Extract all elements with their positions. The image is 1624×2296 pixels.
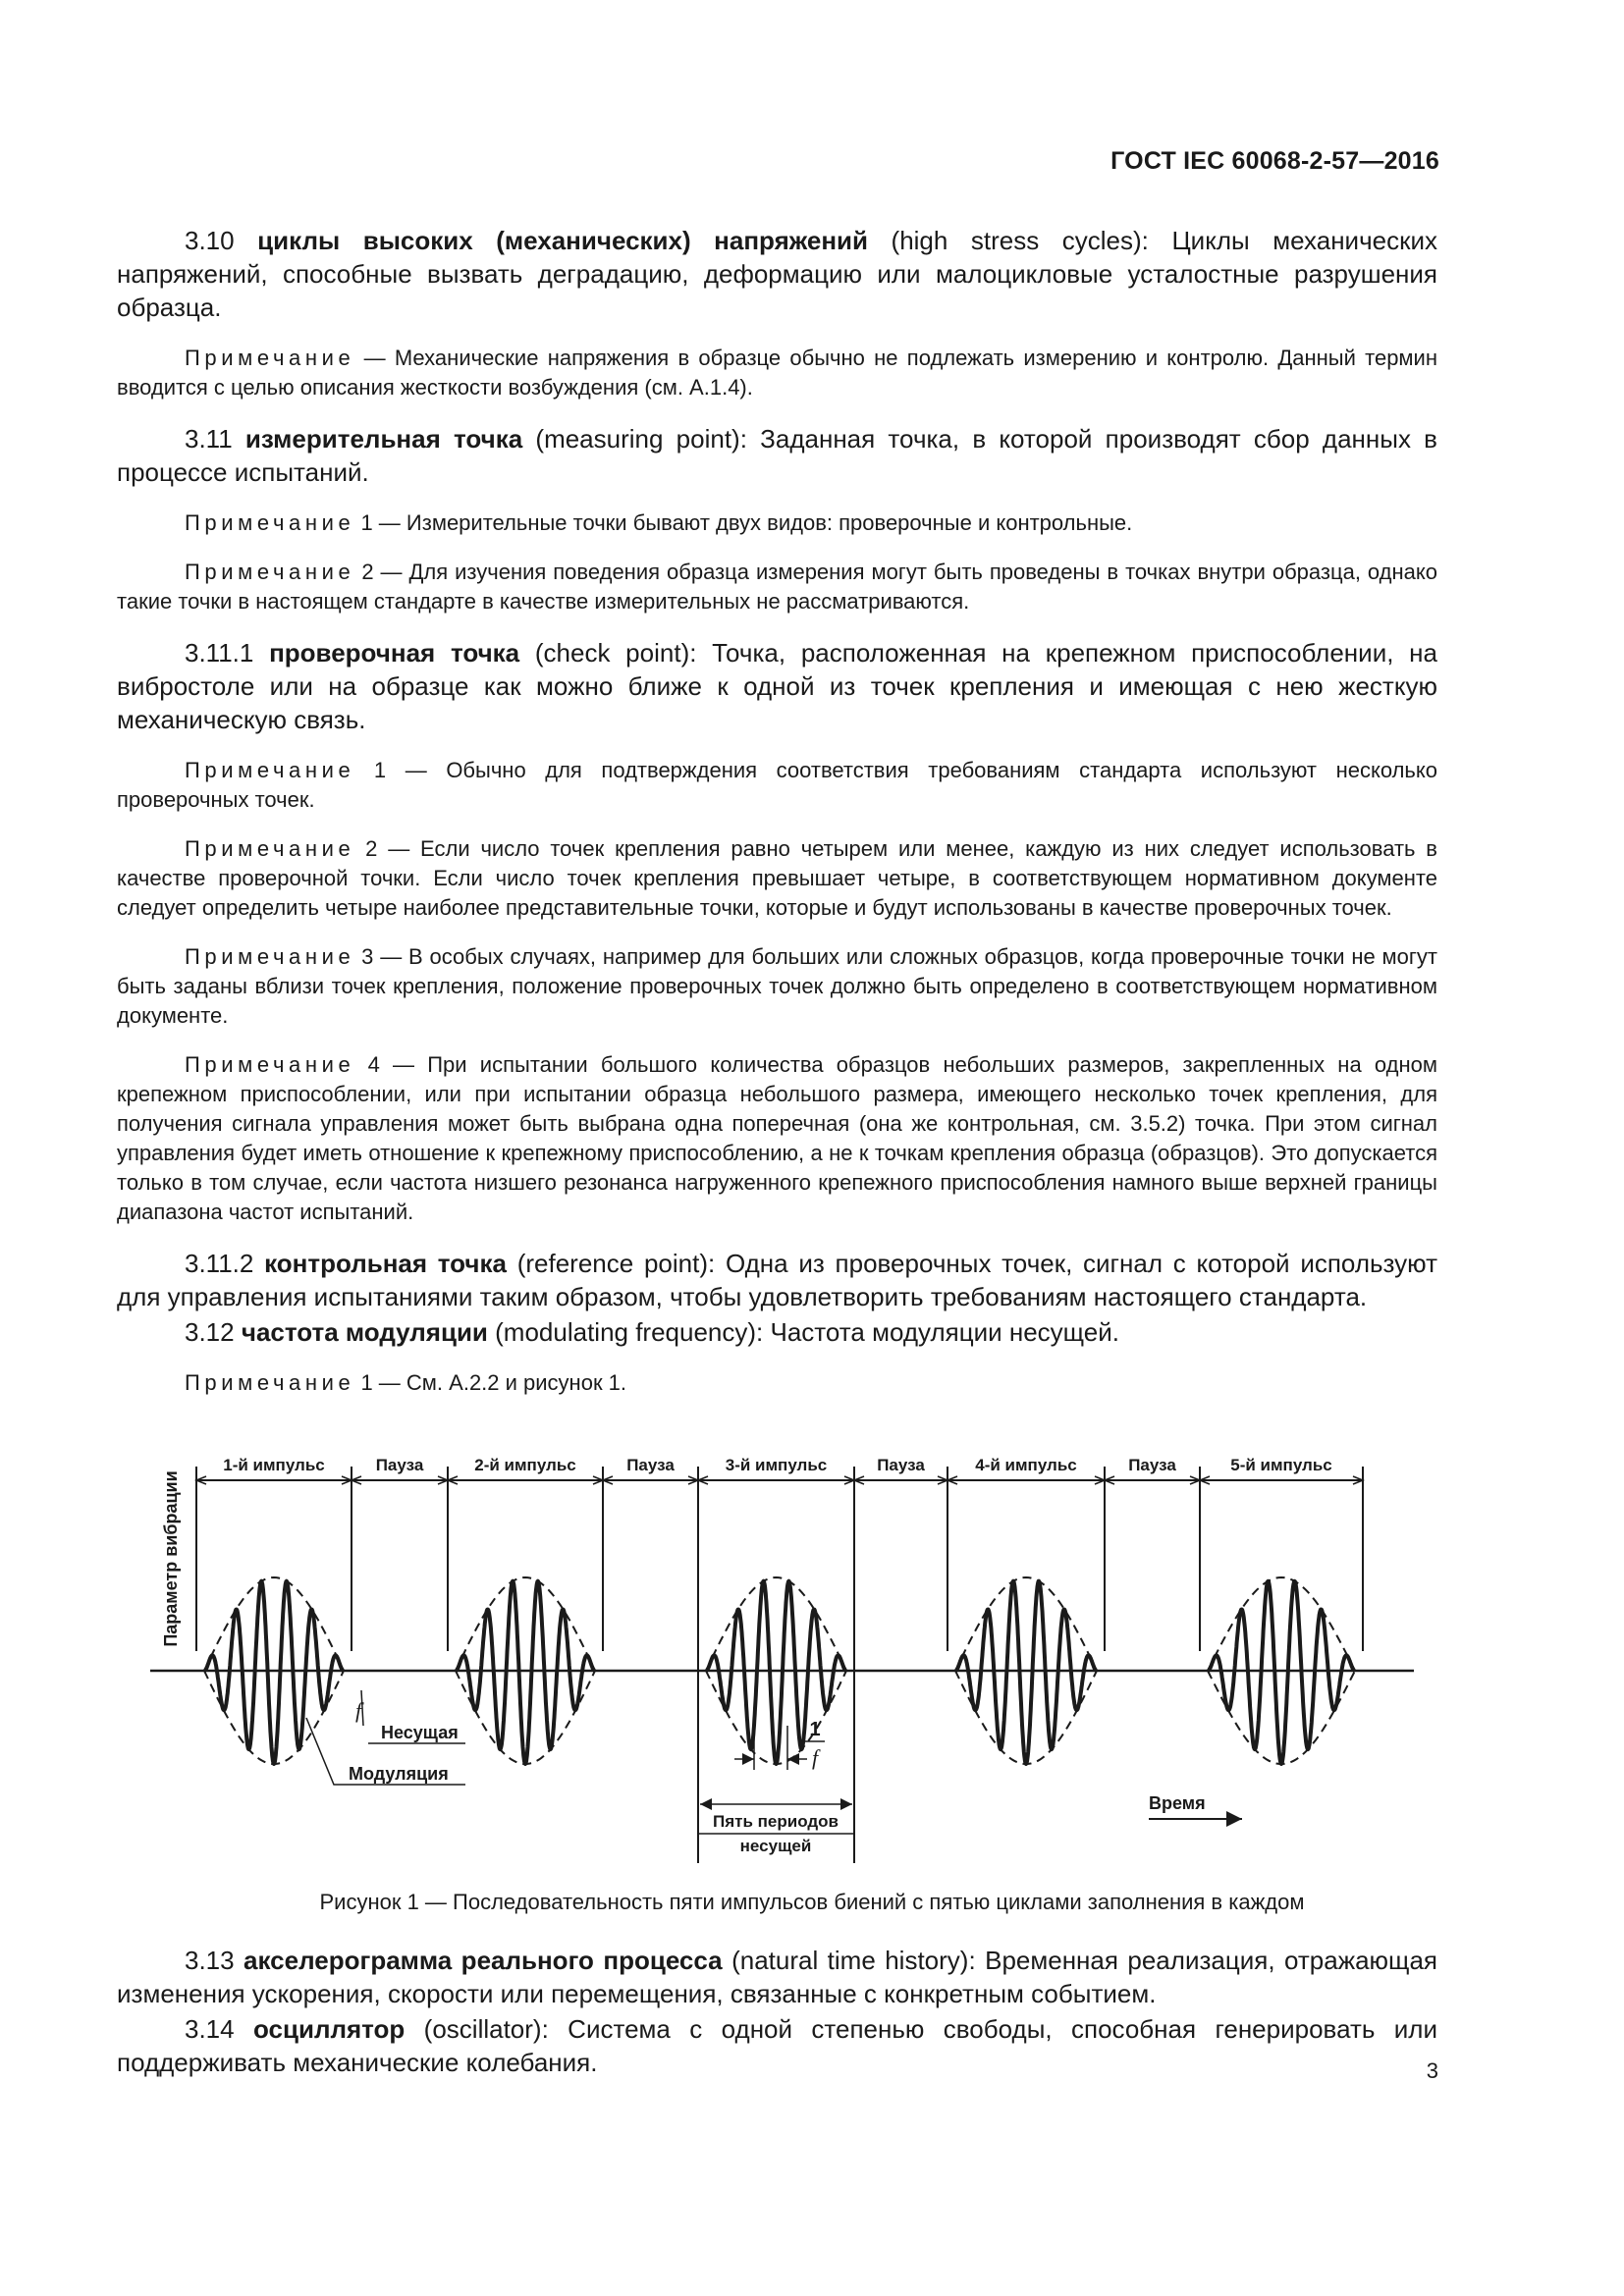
term: измерительная точка: [244, 424, 523, 454]
definition: (high stress cycles): Циклы механических напряжений, способные вызвать деградацию, деформацию или малоцикловые усталостные разрушения образца.: [117, 226, 1437, 322]
note-text: 1 — См. А.2.2 и рисунок 1.: [354, 1370, 627, 1395]
note-text: 2 — Если число точек крепления равно четырем или менее, каждую из них следует использовать в качестве проверочной точки. Если число точек крепления превышает четыре, в соответствующем нормативном документе следует определить четыре наиболее представительные точки, которые и будут использованы в качестве проверочных точек.: [117, 836, 1437, 920]
modulation-envelope-lower: [706, 1671, 846, 1764]
term: проверочная точка: [269, 638, 520, 667]
carrier-waveform: [955, 1581, 1097, 1764]
clause-number: 3.11: [185, 424, 233, 454]
modulation-envelope-lower: [456, 1671, 595, 1764]
definition: (check point): Точка, расположенная на крепежном приспособлении, на вибростоле или на образце как можно ближе к одной из точек крепления и имеющая с нею жесткую механическую связь.: [117, 638, 1437, 734]
paragraph-3-11-1: [117, 636, 1437, 736]
five-periods-label-line2: несущей: [739, 1837, 812, 1855]
pulse-label: 3-й импульс: [725, 1456, 828, 1474]
carrier-symbol: f: [355, 1698, 362, 1723]
note-3-11-1-4: [117, 1050, 1437, 1227]
note-text: 4 — При испытании большого количества образцов небольших размеров, закрепленных на одном крепежном приспособлении, или при испытании образца небольшого размера, имеющего несколько точек крепления, для получения сигнала управления может быть выбрана одна поперечная (она же контрольная, см. 3.5.2) точка. При этом сигнал управления будет иметь отношение к крепежному приспособлению, а не к точкам крепления образца (образцов). Это допускается только в том случае, если частота низшего резонанса нагруженного крепежного приспособления намного выше верхней границы диапазона частот испытаний.: [117, 1052, 1437, 1224]
carrier-leader: [361, 1690, 363, 1726]
carrier-waveform: [706, 1581, 846, 1764]
term: частота модуляции: [241, 1317, 488, 1347]
five-periods-label-line1: Пять периодов: [713, 1812, 839, 1831]
paragraph-3-10: [117, 224, 1437, 324]
term: циклы высоких (механических) напряжений: [257, 226, 868, 255]
clause-number: 3.13: [185, 1946, 235, 1975]
standard-header: ГОСТ IEC 60068-2-57—2016: [1110, 147, 1439, 175]
modulation-envelope-upper: [955, 1577, 1097, 1671]
pulse-label: 5-й импульс: [1230, 1456, 1332, 1474]
definition: (natural time history): Временная реализация, отражающая изменения ускорения, скорости или перемещения, связанные с конкретным событием.: [117, 1946, 1437, 2008]
note-label: Примечание: [185, 560, 355, 584]
modulation-envelope-upper: [706, 1577, 846, 1671]
figure-1-diagram: [137, 1431, 1434, 1855]
note-label: Примечание: [185, 944, 355, 969]
period-numerator: 1: [809, 1719, 821, 1740]
note-label: Примечание: [185, 836, 355, 861]
note-text: — Механические напряжения в образце обычно не подлежать измерению и контролю. Данный термин вводится с целью описания жесткости возбуждения (см. А.1.4).: [117, 346, 1437, 400]
main-text: [117, 224, 1437, 1398]
modulation-envelope-lower: [204, 1671, 344, 1764]
pause-label: Пауза: [375, 1456, 424, 1474]
clause-number: 3.12: [185, 1317, 235, 1347]
note-label: Примечание: [185, 758, 355, 782]
definition: (oscillator): Система с одной степенью свободы, способная генерировать или поддерживать механические колебания.: [117, 2014, 1437, 2077]
term: осциллятор: [252, 2014, 406, 2044]
pause-label: Пауза: [877, 1456, 925, 1474]
modulation-envelope-upper: [456, 1577, 595, 1671]
paragraph-3-13: [117, 1944, 1437, 2010]
bottom-text: [117, 1944, 1437, 2079]
definition: (reference point): Одна из проверочных точек, сигнал с которой используют для управления испытаниями таким образом, чтобы удовлетворить требованиям настоящего стандарта.: [117, 1249, 1437, 1311]
definition: (measuring point): Заданная точка, в которой производят сбор данных в процессе испытаний.: [117, 424, 1437, 487]
note-3-11-1: [117, 508, 1437, 538]
time-label: Время: [1149, 1793, 1206, 1813]
modulation-envelope-upper: [204, 1577, 344, 1671]
figure-1-beat-pulses: [137, 1431, 1434, 1855]
period-denominator: f: [811, 1745, 819, 1770]
modulation-envelope-lower: [1208, 1671, 1355, 1764]
page-number: 3: [1426, 2058, 1438, 2083]
carrier-waveform: [204, 1581, 344, 1764]
clause-number: 3.11.2: [185, 1249, 254, 1278]
paragraph-3-11: [117, 422, 1437, 489]
note-text: 2 — Для изучения поведения образца измерения могут быть проведены в точках внутри образца, однако такие точки в настоящем стандарте в качестве измерительных не рассматриваются.: [117, 560, 1437, 614]
carrier-waveform: [1208, 1581, 1355, 1764]
y-axis-label: Параметр вибрации: [161, 1470, 181, 1647]
note-text: 3 — В особых случаях, например для больших или сложных образцов, когда проверочные точки не могут быть заданы вблизи точек крепления, положение проверочных точек должно быть определено в соответствующем нормативном документе.: [117, 944, 1437, 1028]
note-text: 1 — Измерительные точки бывают двух видов: проверочные и контрольные.: [354, 510, 1133, 535]
note-3-10: [117, 344, 1437, 402]
note-label: Примечание: [185, 346, 355, 370]
paragraph-3-11-2: [117, 1247, 1437, 1313]
paragraph-3-14: [117, 2012, 1437, 2079]
pause-label: Пауза: [1128, 1456, 1176, 1474]
clause-number: 3.10: [185, 226, 235, 255]
note-3-11-2: [117, 558, 1437, 616]
definition: (modulating frequency): Частота модуляции несущей.: [487, 1317, 1119, 1347]
term: акселерограмма реального процесса: [244, 1946, 723, 1975]
note-label: Примечание: [185, 1052, 355, 1077]
note-text: 1 — Обычно для подтверждения соответствия требованиям стандарта используют несколько проверочных точек.: [117, 758, 1437, 812]
note-3-11-1-3: [117, 942, 1437, 1031]
note-label: Примечание: [185, 510, 355, 535]
modulation-envelope-upper: [1208, 1577, 1355, 1671]
note-3-12-1: [117, 1368, 1437, 1398]
paragraph-3-12: [117, 1315, 1437, 1349]
pulse-label: 1-й импульс: [223, 1456, 325, 1474]
note-3-11-1-1: [117, 756, 1437, 815]
pulse-label: 2-й импульс: [474, 1456, 576, 1474]
pulse-label: 4-й импульс: [975, 1456, 1077, 1474]
modulation-envelope-lower: [955, 1671, 1097, 1764]
clause-number: 3.14: [185, 2014, 235, 2044]
term: контрольная точка: [264, 1249, 507, 1278]
clause-number: 3.11.1: [185, 638, 254, 667]
carrier-label: Несущая: [381, 1723, 459, 1742]
carrier-waveform: [456, 1581, 595, 1764]
figure-caption: Рисунок 1 — Последовательность пяти импульсов биений с пятью циклами заполнения в каждом: [319, 1890, 1305, 1914]
note-3-11-1-2: [117, 834, 1437, 923]
modulation-label: Модуляция: [349, 1764, 449, 1784]
pause-label: Пауза: [626, 1456, 675, 1474]
note-label: Примечание: [185, 1370, 355, 1395]
